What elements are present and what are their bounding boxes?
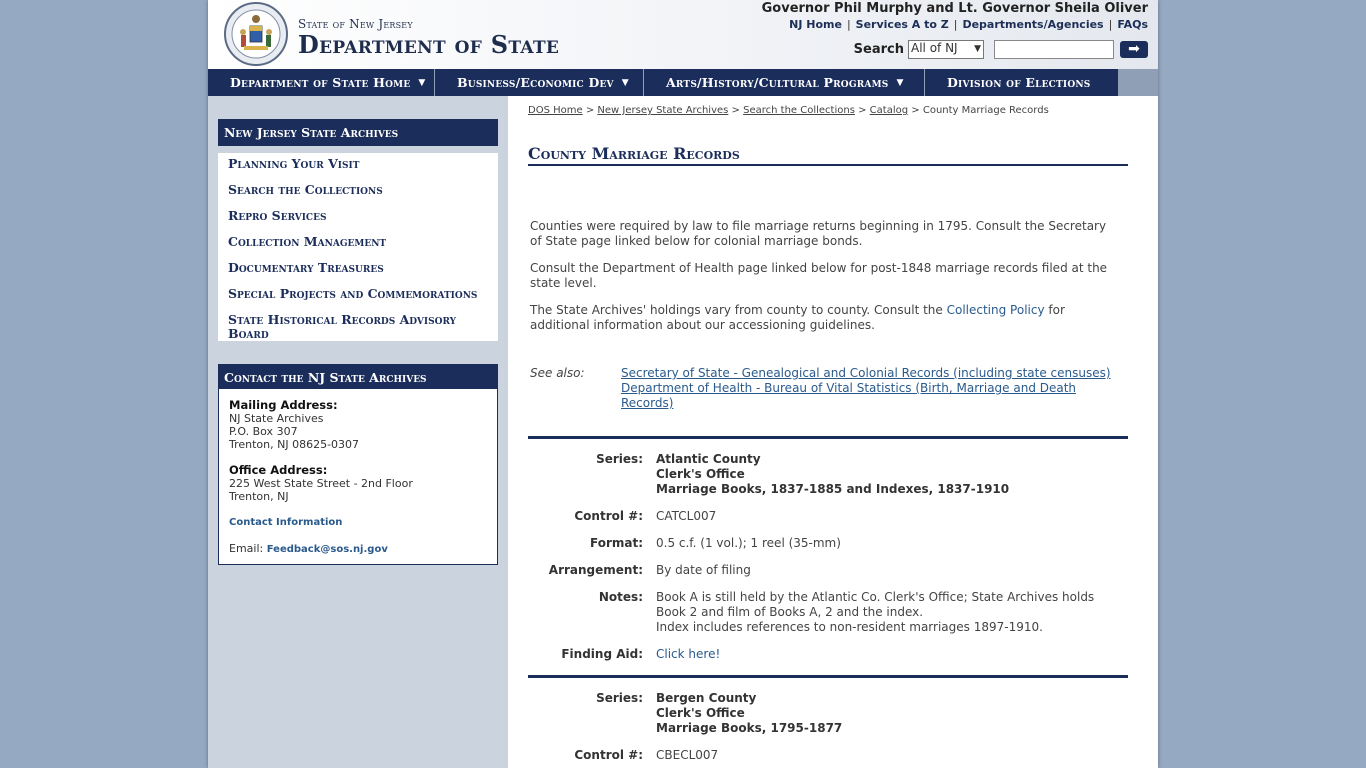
contact-box (218, 388, 498, 565)
caret-down-icon: ▼ (418, 77, 426, 88)
see-also-link-secretary-of-state[interactable]: Secretary of State - Genealogical and Colonial Records (including state censuses) (621, 366, 1111, 380)
state-of-nj-label: State of New Jersey (298, 17, 413, 31)
email-label: Email: (229, 542, 264, 555)
paragraph-text: for additional information about our accessioning guidelines. (530, 303, 1065, 332)
caret-down-icon: ▼ (621, 77, 629, 88)
sidebar-item-repro-services[interactable]: Repro Services (228, 208, 327, 223)
see-also-links (621, 366, 1126, 411)
control-value: CATCL007 (656, 509, 717, 523)
divider (528, 675, 1128, 678)
breadcrumb-link-search[interactable]: Search the Collections (743, 105, 855, 116)
office-address-label: Office Address: (229, 463, 328, 477)
breadcrumb-separator: > (731, 105, 740, 116)
main-nav (208, 69, 1158, 96)
page-title: County Marriage Records (528, 144, 1128, 166)
separator: | (1108, 18, 1113, 31)
series-line: Marriage Books, 1837-1885 and Indexes, 1837-1910 (656, 482, 1010, 496)
sidebar-item-shrab[interactable]: State Historical Records Advisory Board (228, 312, 457, 341)
arrangement-label: Arrangement: (548, 563, 643, 577)
nav-item-label: Division of Elections (947, 75, 1091, 90)
breadcrumb (528, 105, 1049, 116)
search-label: Search (853, 41, 904, 57)
breadcrumb-separator: > (911, 105, 920, 116)
search-input[interactable] (994, 40, 1114, 59)
arrangement-value: By date of filing (656, 563, 751, 577)
nj-seal-icon[interactable] (224, 2, 288, 66)
notes-line: Book A is still held by the Atlantic Co. Clerk's Office; State Archives holds Book 2 and film of Books A, 2 and the index. (656, 590, 1095, 619)
series-line: Clerk's Office (656, 706, 745, 720)
caret-down-icon: ▼ (896, 77, 904, 88)
breadcrumb-separator: > (858, 105, 867, 116)
nav-item-label: Arts/History/Cultural Programs (666, 75, 889, 90)
notes-value (656, 590, 1116, 635)
office-line: 225 West State Street - 2nd Floor (229, 477, 413, 490)
department-title[interactable]: Department of State (298, 30, 560, 59)
search-bar (854, 37, 1148, 61)
series-label: Series: (596, 691, 643, 705)
util-link-services[interactable]: Services A to Z (855, 18, 949, 31)
mailing-line: Trenton, NJ 08625-0307 (229, 438, 360, 451)
breadcrumb-link-archives[interactable]: New Jersey State Archives (597, 105, 729, 116)
see-also-label: See also: (530, 366, 585, 380)
series-label: Series: (596, 452, 643, 466)
nav-item-label: Business/Economic Dev (457, 75, 614, 90)
intro-paragraph-3 (530, 303, 1120, 333)
arrow-right-icon: ➡ (1128, 41, 1140, 57)
series-value (656, 691, 1116, 736)
control-value: CBECL007 (656, 748, 719, 762)
chevron-down-icon: ▼ (974, 43, 981, 54)
mailing-address-label: Mailing Address: (229, 398, 338, 412)
control-label: Control #: (574, 748, 643, 762)
paragraph-text: The State Archives' holdings vary from county to county. Consult the (530, 303, 947, 317)
notes-line: Index includes references to non-resident marriages 1897-1910. (656, 620, 1043, 634)
nav-item-dos-home[interactable] (208, 69, 435, 96)
office-line: Trenton, NJ (229, 490, 289, 503)
sidebar-item-documentary-treasures[interactable]: Documentary Treasures (228, 260, 384, 275)
util-link-faqs[interactable]: FAQs (1117, 18, 1148, 31)
intro-paragraph-2: Consult the Department of Health page linked below for post-1848 marriage records filed at the state level. (530, 261, 1108, 290)
sidebar-title[interactable]: New Jersey State Archives (218, 119, 498, 146)
notes-label: Notes: (598, 590, 643, 604)
nav-item-label: Department of State Home (230, 75, 411, 90)
nav-item-arts-history[interactable] (644, 69, 925, 96)
mailing-line: NJ State Archives (229, 412, 324, 425)
sidebar-item-collection-management[interactable]: Collection Management (228, 234, 387, 249)
sidebar-item-special-projects[interactable]: Special Projects and Commemorations (228, 286, 478, 301)
separator: | (953, 18, 958, 31)
search-go-button[interactable] (1120, 41, 1148, 58)
nav-item-elections[interactable] (925, 69, 1119, 96)
series-value (656, 452, 1116, 497)
search-scope-select[interactable] (908, 40, 984, 59)
series-line: Atlantic County (656, 452, 761, 466)
utility-links (789, 18, 1148, 31)
contact-box-title: Contact the NJ State Archives (218, 364, 498, 391)
intro-paragraph-1: Counties were required by law to file marriage returns beginning in 1795. Consult the Secretary of State page linked below for colonial marriage bonds. (530, 219, 1107, 248)
format-label: Format: (589, 536, 643, 550)
mailing-line: P.O. Box 307 (229, 425, 298, 438)
separator: | (846, 18, 851, 31)
site-header (208, 0, 1158, 69)
search-scope-value: All of NJ (911, 40, 958, 55)
breadcrumb-link-catalog[interactable]: Catalog (869, 105, 909, 116)
sidebar-item-planning-visit[interactable]: Planning Your Visit (228, 156, 360, 171)
series-line: Clerk's Office (656, 467, 745, 481)
collecting-policy-link[interactable]: Collecting Policy (946, 303, 1045, 317)
email-link[interactable]: Feedback@sos.nj.gov (266, 544, 388, 555)
sidebar-menu (218, 153, 498, 341)
series-line: Marriage Books, 1795-1877 (656, 721, 843, 735)
sidebar-item-search-collections[interactable]: Search the Collections (228, 182, 383, 197)
series-line: Bergen County (656, 691, 757, 705)
page (208, 0, 1158, 768)
breadcrumb-current: County Marriage Records (922, 105, 1049, 116)
contact-information-link[interactable]: Contact Information (229, 517, 343, 528)
divider (528, 436, 1128, 439)
util-link-nj-home[interactable]: NJ Home (789, 18, 842, 31)
nav-item-business[interactable] (435, 69, 644, 96)
format-value: 0.5 c.f. (1 vol.); 1 reel (35-mm) (656, 536, 841, 550)
breadcrumb-link-dos-home[interactable]: DOS Home (528, 105, 583, 116)
governor-line: Governor Phil Murphy and Lt. Governor Sheila Oliver (761, 1, 1148, 16)
breadcrumb-separator: > (585, 105, 595, 116)
util-link-departments[interactable]: Departments/Agencies (962, 18, 1104, 31)
see-also-link-dept-health[interactable]: Department of Health - Bureau of Vital Statistics (Birth, Marriage and Death Records) (621, 381, 1077, 410)
finding-aid-link[interactable]: Click here! (656, 647, 721, 661)
finding-aid-label: Finding Aid: (561, 647, 643, 661)
control-label: Control #: (574, 509, 643, 523)
